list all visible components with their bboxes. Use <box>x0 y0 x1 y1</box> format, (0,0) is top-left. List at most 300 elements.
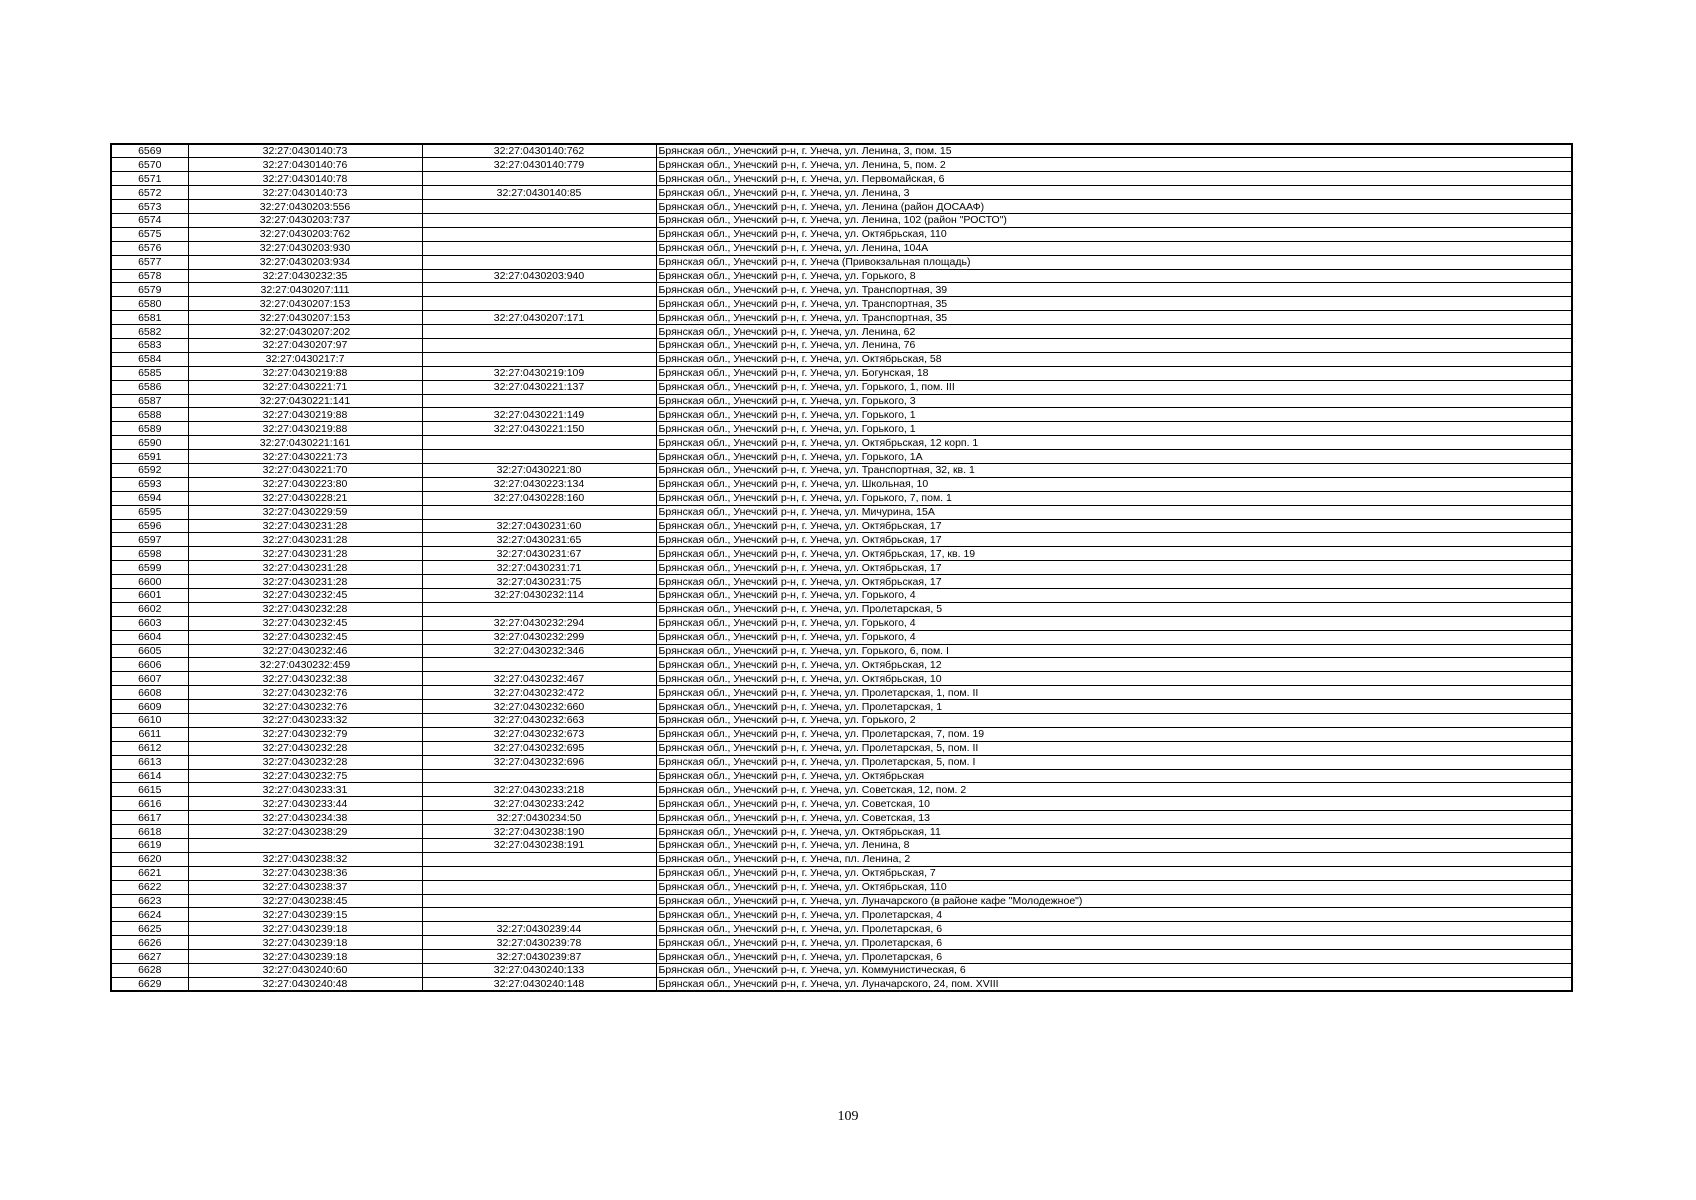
table-row <box>111 491 1572 505</box>
object-cadastral-number-cell: 32:27:0430232:467 <box>422 672 656 686</box>
table-row <box>111 352 1572 366</box>
row-number-cell: 6624 <box>111 908 188 922</box>
row-number-cell: 6578 <box>111 269 188 283</box>
table-row <box>111 408 1572 422</box>
object-cadastral-number-cell <box>422 880 656 894</box>
row-number-cell: 6629 <box>111 977 188 991</box>
row-number-cell: 6592 <box>111 463 188 477</box>
row-number-cell: 6607 <box>111 672 188 686</box>
address-cell: Брянская обл., Унечский р-н, г. Унеча, ул. Луначарского (в районе кафе "Молодежное") <box>656 894 1572 908</box>
land-cadastral-number-cell: 32:27:0430238:45 <box>188 894 422 908</box>
object-cadastral-number-cell: 32:27:0430232:673 <box>422 727 656 741</box>
land-cadastral-number-cell: 32:27:0430239:18 <box>188 922 422 936</box>
land-cadastral-number-cell: 32:27:0430232:75 <box>188 769 422 783</box>
object-cadastral-number-cell: 32:27:0430232:294 <box>422 616 656 630</box>
table-row <box>111 505 1572 519</box>
table-row <box>111 602 1572 616</box>
address-cell: Брянская обл., Унечский р-н, г. Унеча, ул. Пролетарская, 6 <box>656 922 1572 936</box>
table-row <box>111 477 1572 491</box>
page-number: 109 <box>837 1109 859 1124</box>
land-cadastral-number-cell: 32:27:0430231:28 <box>188 575 422 589</box>
object-cadastral-number-cell: 32:27:0430228:160 <box>422 491 656 505</box>
row-number-cell: 6587 <box>111 394 188 408</box>
row-number-cell: 6611 <box>111 727 188 741</box>
table-row <box>111 922 1572 936</box>
object-cadastral-number-cell <box>422 352 656 366</box>
row-number-cell: 6576 <box>111 241 188 255</box>
address-cell: Брянская обл., Унечский р-н, г. Унеча, ул. Горького, 8 <box>656 269 1572 283</box>
object-cadastral-number-cell: 32:27:0430140:762 <box>422 144 656 158</box>
object-cadastral-number-cell: 32:27:0430231:71 <box>422 561 656 575</box>
object-cadastral-number-cell <box>422 338 656 352</box>
land-cadastral-number-cell: 32:27:0430221:141 <box>188 394 422 408</box>
table-row <box>111 158 1572 172</box>
registry-table-body <box>111 144 1572 991</box>
address-cell: Брянская обл., Унечский р-н, г. Унеча, ул. Пролетарская, 4 <box>656 908 1572 922</box>
object-cadastral-number-cell <box>422 769 656 783</box>
row-number-cell: 6579 <box>111 283 188 297</box>
land-cadastral-number-cell: 32:27:0430221:161 <box>188 436 422 450</box>
address-cell: Брянская обл., Унечский р-н, г. Унеча, ул. Ленина, 62 <box>656 325 1572 339</box>
land-cadastral-number-cell: 32:27:0430239:18 <box>188 936 422 950</box>
land-cadastral-number-cell: 32:27:0430219:88 <box>188 408 422 422</box>
object-cadastral-number-cell: 32:27:0430231:60 <box>422 519 656 533</box>
object-cadastral-number-cell <box>422 908 656 922</box>
land-cadastral-number-cell: 32:27:0430203:556 <box>188 200 422 214</box>
table-row <box>111 977 1572 991</box>
table-row <box>111 630 1572 644</box>
table-row <box>111 575 1572 589</box>
address-cell: Брянская обл., Унечский р-н, г. Унеча, ул. Горького, 7, пом. 1 <box>656 491 1572 505</box>
land-cadastral-number-cell: 32:27:0430219:88 <box>188 422 422 436</box>
object-cadastral-number-cell: 32:27:0430207:171 <box>422 311 656 325</box>
land-cadastral-number-cell: 32:27:0430233:44 <box>188 797 422 811</box>
object-cadastral-number-cell: 32:27:0430232:299 <box>422 630 656 644</box>
address-cell: Брянская обл., Унечский р-н, г. Унеча, ул. Горького, 1 <box>656 422 1572 436</box>
object-cadastral-number-cell: 32:27:0430232:346 <box>422 644 656 658</box>
land-cadastral-number-cell <box>188 839 422 853</box>
land-cadastral-number-cell: 32:27:0430232:76 <box>188 686 422 700</box>
object-cadastral-number-cell: 32:27:0430232:696 <box>422 755 656 769</box>
address-cell: Брянская обл., Унечский р-н, г. Унеча, ул. Первомайская, 6 <box>656 172 1572 186</box>
table-row <box>111 394 1572 408</box>
address-cell: Брянская обл., Унечский р-н, г. Унеча, ул. Октябрьская, 17 <box>656 533 1572 547</box>
address-cell: Брянская обл., Унечский р-н, г. Унеча, ул. Пролетарская, 5, пом. II <box>656 741 1572 755</box>
row-number-cell: 6582 <box>111 325 188 339</box>
row-number-cell: 6625 <box>111 922 188 936</box>
table-row <box>111 755 1572 769</box>
object-cadastral-number-cell: 32:27:0430239:78 <box>422 936 656 950</box>
land-cadastral-number-cell: 32:27:0430203:930 <box>188 241 422 255</box>
table-row <box>111 172 1572 186</box>
address-cell: Брянская обл., Унечский р-н, г. Унеча, ул. Октябрьская, 17 <box>656 561 1572 575</box>
row-number-cell: 6627 <box>111 950 188 964</box>
land-cadastral-number-cell: 32:27:0430203:762 <box>188 227 422 241</box>
row-number-cell: 6598 <box>111 547 188 561</box>
row-number-cell: 6609 <box>111 700 188 714</box>
land-cadastral-number-cell: 32:27:0430239:18 <box>188 950 422 964</box>
row-number-cell: 6617 <box>111 811 188 825</box>
land-cadastral-number-cell: 32:27:0430140:78 <box>188 172 422 186</box>
row-number-cell: 6596 <box>111 519 188 533</box>
row-number-cell: 6601 <box>111 589 188 603</box>
address-cell: Брянская обл., Унечский р-н, г. Унеча, ул. Горького, 3 <box>656 394 1572 408</box>
table-row <box>111 561 1572 575</box>
object-cadastral-number-cell <box>422 602 656 616</box>
row-number-cell: 6595 <box>111 505 188 519</box>
table-row <box>111 964 1572 978</box>
registry-table <box>110 143 1573 992</box>
object-cadastral-number-cell: 32:27:0430233:242 <box>422 797 656 811</box>
table-row <box>111 144 1572 158</box>
land-cadastral-number-cell: 32:27:0430231:28 <box>188 519 422 533</box>
land-cadastral-number-cell: 32:27:0430232:28 <box>188 755 422 769</box>
object-cadastral-number-cell: 32:27:0430232:660 <box>422 700 656 714</box>
table-row <box>111 325 1572 339</box>
row-number-cell: 6594 <box>111 491 188 505</box>
row-number-cell: 6591 <box>111 450 188 464</box>
address-cell: Брянская обл., Унечский р-н, г. Унеча, ул. Ленина, 3 <box>656 186 1572 200</box>
row-number-cell: 6623 <box>111 894 188 908</box>
land-cadastral-number-cell: 32:27:0430231:28 <box>188 533 422 547</box>
object-cadastral-number-cell <box>422 866 656 880</box>
table-row <box>111 797 1572 811</box>
address-cell: Брянская обл., Унечский р-н, г. Унеча, ул. Пролетарская, 5, пом. I <box>656 755 1572 769</box>
land-cadastral-number-cell: 32:27:0430228:21 <box>188 491 422 505</box>
row-number-cell: 6602 <box>111 602 188 616</box>
row-number-cell: 6572 <box>111 186 188 200</box>
row-number-cell: 6620 <box>111 852 188 866</box>
address-cell: Брянская обл., Унечский р-н, г. Унеча, ул. Горького, 4 <box>656 630 1572 644</box>
row-number-cell: 6575 <box>111 227 188 241</box>
table-row <box>111 450 1572 464</box>
land-cadastral-number-cell: 32:27:0430232:45 <box>188 630 422 644</box>
object-cadastral-number-cell: 32:27:0430232:472 <box>422 686 656 700</box>
land-cadastral-number-cell: 32:27:0430221:71 <box>188 380 422 394</box>
object-cadastral-number-cell: 32:27:0430231:67 <box>422 547 656 561</box>
row-number-cell: 6618 <box>111 825 188 839</box>
land-cadastral-number-cell: 32:27:0430238:36 <box>188 866 422 880</box>
table-row <box>111 727 1572 741</box>
object-cadastral-number-cell <box>422 200 656 214</box>
address-cell: Брянская обл., Унечский р-н, г. Унеча, ул. Пролетарская, 6 <box>656 950 1572 964</box>
table-row <box>111 269 1572 283</box>
object-cadastral-number-cell: 32:27:0430231:75 <box>422 575 656 589</box>
row-number-cell: 6589 <box>111 422 188 436</box>
address-cell: Брянская обл., Унечский р-н, г. Унеча, ул. Октябрьская <box>656 769 1572 783</box>
row-number-cell: 6569 <box>111 144 188 158</box>
address-cell: Брянская обл., Унечский р-н, г. Унеча, пл. Ленина, 2 <box>656 852 1572 866</box>
land-cadastral-number-cell: 32:27:0430239:15 <box>188 908 422 922</box>
land-cadastral-number-cell: 32:27:0430232:38 <box>188 672 422 686</box>
land-cadastral-number-cell: 32:27:0430217:7 <box>188 352 422 366</box>
row-number-cell: 6605 <box>111 644 188 658</box>
object-cadastral-number-cell: 32:27:0430239:87 <box>422 950 656 964</box>
row-number-cell: 6604 <box>111 630 188 644</box>
address-cell: Брянская обл., Унечский р-н, г. Унеча, ул. Горького, 2 <box>656 714 1572 728</box>
table-row <box>111 547 1572 561</box>
row-number-cell: 6593 <box>111 477 188 491</box>
table-row <box>111 908 1572 922</box>
land-cadastral-number-cell: 32:27:0430232:46 <box>188 644 422 658</box>
land-cadastral-number-cell: 32:27:0430207:153 <box>188 297 422 311</box>
table-row <box>111 422 1572 436</box>
address-cell: Брянская обл., Унечский р-н, г. Унеча, ул. Транспортная, 32, кв. 1 <box>656 463 1572 477</box>
address-cell: Брянская обл., Унечский р-н, г. Унеча, ул. Октябрьская, 110 <box>656 880 1572 894</box>
table-row <box>111 283 1572 297</box>
table-row <box>111 950 1572 964</box>
object-cadastral-number-cell: 32:27:0430223:134 <box>422 477 656 491</box>
address-cell: Брянская обл., Унечский р-н, г. Унеча, ул. Ленина, 5, пом. 2 <box>656 158 1572 172</box>
object-cadastral-number-cell <box>422 241 656 255</box>
row-number-cell: 6584 <box>111 352 188 366</box>
address-cell: Брянская обл., Унечский р-н, г. Унеча, ул. Ленина, 8 <box>656 839 1572 853</box>
object-cadastral-number-cell <box>422 255 656 269</box>
land-cadastral-number-cell: 32:27:0430223:80 <box>188 477 422 491</box>
row-number-cell: 6570 <box>111 158 188 172</box>
land-cadastral-number-cell: 32:27:0430221:73 <box>188 450 422 464</box>
object-cadastral-number-cell <box>422 227 656 241</box>
row-number-cell: 6614 <box>111 769 188 783</box>
object-cadastral-number-cell <box>422 283 656 297</box>
object-cadastral-number-cell: 32:27:0430221:149 <box>422 408 656 422</box>
land-cadastral-number-cell: 32:27:0430203:737 <box>188 213 422 227</box>
address-cell: Брянская обл., Унечский р-н, г. Унеча, ул. Пролетарская, 1, пом. II <box>656 686 1572 700</box>
address-cell: Брянская обл., Унечский р-н, г. Унеча, ул. Октябрьская, 12 корп. 1 <box>656 436 1572 450</box>
address-cell: Брянская обл., Унечский р-н, г. Унеча, ул. Пролетарская, 7, пом. 19 <box>656 727 1572 741</box>
address-cell: Брянская обл., Унечский р-н, г. Унеча, ул. Горького, 1, пом. III <box>656 380 1572 394</box>
table-row <box>111 769 1572 783</box>
object-cadastral-number-cell: 32:27:0430221:137 <box>422 380 656 394</box>
row-number-cell: 6616 <box>111 797 188 811</box>
row-number-cell: 6608 <box>111 686 188 700</box>
address-cell: Брянская обл., Унечский р-н, г. Унеча, ул. Горького, 1А <box>656 450 1572 464</box>
table-row <box>111 533 1572 547</box>
row-number-cell: 6583 <box>111 338 188 352</box>
table-row <box>111 589 1572 603</box>
address-cell: Брянская обл., Унечский р-н, г. Унеча, ул. Ленина, 104А <box>656 241 1572 255</box>
land-cadastral-number-cell: 32:27:0430232:76 <box>188 700 422 714</box>
land-cadastral-number-cell: 32:27:0430231:28 <box>188 547 422 561</box>
address-cell: Брянская обл., Унечский р-н, г. Унеча, ул. Луначарского, 24, пом. XVIII <box>656 977 1572 991</box>
row-number-cell: 6599 <box>111 561 188 575</box>
land-cadastral-number-cell: 32:27:0430232:28 <box>188 602 422 616</box>
row-number-cell: 6612 <box>111 741 188 755</box>
address-cell: Брянская обл., Унечский р-н, г. Унеча, ул. Горького, 1 <box>656 408 1572 422</box>
row-number-cell: 6622 <box>111 880 188 894</box>
row-number-cell: 6588 <box>111 408 188 422</box>
address-cell: Брянская обл., Унечский р-н, г. Унеча, ул. Ленина, 102 (район "РОСТО") <box>656 213 1572 227</box>
address-cell: Брянская обл., Унечский р-н, г. Унеча, ул. Пролетарская, 6 <box>656 936 1572 950</box>
row-number-cell: 6585 <box>111 366 188 380</box>
object-cadastral-number-cell: 32:27:0430140:779 <box>422 158 656 172</box>
table-row <box>111 338 1572 352</box>
table-row <box>111 783 1572 797</box>
table-row <box>111 463 1572 477</box>
address-cell: Брянская обл., Унечский р-н, г. Унеча, ул. Октябрьская, 17 <box>656 575 1572 589</box>
row-number-cell: 6574 <box>111 213 188 227</box>
object-cadastral-number-cell: 32:27:0430203:940 <box>422 269 656 283</box>
row-number-cell: 6586 <box>111 380 188 394</box>
address-cell: Брянская обл., Унечский р-н, г. Унеча, ул. Школьная, 10 <box>656 477 1572 491</box>
table-row <box>111 519 1572 533</box>
land-cadastral-number-cell: 32:27:0430207:97 <box>188 338 422 352</box>
table-row <box>111 297 1572 311</box>
table-row <box>111 616 1572 630</box>
land-cadastral-number-cell: 32:27:0430232:28 <box>188 741 422 755</box>
row-number-cell: 6590 <box>111 436 188 450</box>
address-cell: Брянская обл., Унечский р-н, г. Унеча, ул. Ленина, 3, пом. 15 <box>656 144 1572 158</box>
address-cell: Брянская обл., Унечский р-н, г. Унеча, ул. Октябрьская, 7 <box>656 866 1572 880</box>
address-cell: Брянская обл., Унечский р-н, г. Унеча, ул. Транспортная, 35 <box>656 297 1572 311</box>
address-cell: Брянская обл., Унечский р-н, г. Унеча, ул. Ленина (район ДОСААФ) <box>656 200 1572 214</box>
land-cadastral-number-cell: 32:27:0430207:153 <box>188 311 422 325</box>
table-row <box>111 227 1572 241</box>
land-cadastral-number-cell: 32:27:0430229:59 <box>188 505 422 519</box>
table-row <box>111 852 1572 866</box>
object-cadastral-number-cell: 32:27:0430232:114 <box>422 589 656 603</box>
land-cadastral-number-cell: 32:27:0430240:48 <box>188 977 422 991</box>
object-cadastral-number-cell <box>422 297 656 311</box>
table-row <box>111 186 1572 200</box>
land-cadastral-number-cell: 32:27:0430232:79 <box>188 727 422 741</box>
object-cadastral-number-cell: 32:27:0430221:80 <box>422 463 656 477</box>
object-cadastral-number-cell <box>422 436 656 450</box>
address-cell: Брянская обл., Унечский р-н, г. Унеча, ул. Октябрьская, 110 <box>656 227 1572 241</box>
address-cell: Брянская обл., Унечский р-н, г. Унеча, ул. Ленина, 76 <box>656 338 1572 352</box>
land-cadastral-number-cell: 32:27:0430221:70 <box>188 463 422 477</box>
land-cadastral-number-cell: 32:27:0430232:45 <box>188 589 422 603</box>
table-row <box>111 741 1572 755</box>
object-cadastral-number-cell <box>422 658 656 672</box>
address-cell: Брянская обл., Унечский р-н, г. Унеча, ул. Пролетарская, 5 <box>656 602 1572 616</box>
address-cell: Брянская обл., Унечский р-н, г. Унеча, ул. Пролетарская, 1 <box>656 700 1572 714</box>
object-cadastral-number-cell: 32:27:0430239:44 <box>422 922 656 936</box>
address-cell: Брянская обл., Унечский р-н, г. Унеча, ул. Советская, 13 <box>656 811 1572 825</box>
table-row <box>111 686 1572 700</box>
land-cadastral-number-cell: 32:27:0430232:45 <box>188 616 422 630</box>
address-cell: Брянская обл., Унечский р-н, г. Унеча, ул. Транспортная, 35 <box>656 311 1572 325</box>
row-number-cell: 6571 <box>111 172 188 186</box>
address-cell: Брянская обл., Унечский р-н, г. Унеча, ул. Октябрьская, 17 <box>656 519 1572 533</box>
address-cell: Брянская обл., Унечский р-н, г. Унеча, ул. Октябрьская, 12 <box>656 658 1572 672</box>
row-number-cell: 6603 <box>111 616 188 630</box>
land-cadastral-number-cell: 32:27:0430232:35 <box>188 269 422 283</box>
land-cadastral-number-cell: 32:27:0430231:28 <box>188 561 422 575</box>
row-number-cell: 6577 <box>111 255 188 269</box>
table-row <box>111 436 1572 450</box>
address-cell: Брянская обл., Унечский р-н, г. Унеча, ул. Горького, 6, пом. I <box>656 644 1572 658</box>
land-cadastral-number-cell: 32:27:0430232:459 <box>188 658 422 672</box>
row-number-cell: 6613 <box>111 755 188 769</box>
row-number-cell: 6615 <box>111 783 188 797</box>
object-cadastral-number-cell: 32:27:0430240:148 <box>422 977 656 991</box>
object-cadastral-number-cell: 32:27:0430238:191 <box>422 839 656 853</box>
table-row <box>111 200 1572 214</box>
table-row <box>111 811 1572 825</box>
row-number-cell: 6621 <box>111 866 188 880</box>
table-row <box>111 700 1572 714</box>
row-number-cell: 6626 <box>111 936 188 950</box>
object-cadastral-number-cell: 32:27:0430234:50 <box>422 811 656 825</box>
object-cadastral-number-cell <box>422 213 656 227</box>
land-cadastral-number-cell: 32:27:0430219:88 <box>188 366 422 380</box>
table-row <box>111 825 1572 839</box>
object-cadastral-number-cell: 32:27:0430231:65 <box>422 533 656 547</box>
row-number-cell: 6580 <box>111 297 188 311</box>
row-number-cell: 6600 <box>111 575 188 589</box>
land-cadastral-number-cell: 32:27:0430140:73 <box>188 186 422 200</box>
object-cadastral-number-cell: 32:27:0430233:218 <box>422 783 656 797</box>
table-row <box>111 880 1572 894</box>
address-cell: Брянская обл., Унечский р-н, г. Унеча, ул. Октябрьская, 11 <box>656 825 1572 839</box>
row-number-cell: 6597 <box>111 533 188 547</box>
object-cadastral-number-cell <box>422 450 656 464</box>
object-cadastral-number-cell <box>422 325 656 339</box>
table-row <box>111 255 1572 269</box>
row-number-cell: 6619 <box>111 839 188 853</box>
row-number-cell: 6581 <box>111 311 188 325</box>
address-cell: Брянская обл., Унечский р-н, г. Унеча, ул. Октябрьская, 10 <box>656 672 1572 686</box>
object-cadastral-number-cell <box>422 894 656 908</box>
object-cadastral-number-cell: 32:27:0430240:133 <box>422 964 656 978</box>
table-row <box>111 366 1572 380</box>
address-cell: Брянская обл., Унечский р-н, г. Унеча, ул. Транспортная, 39 <box>656 283 1572 297</box>
land-cadastral-number-cell: 32:27:0430207:111 <box>188 283 422 297</box>
object-cadastral-number-cell <box>422 172 656 186</box>
table-row <box>111 241 1572 255</box>
table-row <box>111 380 1572 394</box>
table-row <box>111 213 1572 227</box>
land-cadastral-number-cell: 32:27:0430238:32 <box>188 852 422 866</box>
address-cell: Брянская обл., Унечский р-н, г. Унеча (Привокзальная площадь) <box>656 255 1572 269</box>
address-cell: Брянская обл., Унечский р-н, г. Унеча, ул. Мичурина, 15А <box>656 505 1572 519</box>
address-cell: Брянская обл., Унечский р-н, г. Унеча, ул. Октябрьская, 58 <box>656 352 1572 366</box>
object-cadastral-number-cell <box>422 505 656 519</box>
land-cadastral-number-cell: 32:27:0430207:202 <box>188 325 422 339</box>
object-cadastral-number-cell: 32:27:0430221:150 <box>422 422 656 436</box>
row-number-cell: 6606 <box>111 658 188 672</box>
object-cadastral-number-cell: 32:27:0430140:85 <box>422 186 656 200</box>
row-number-cell: 6573 <box>111 200 188 214</box>
land-cadastral-number-cell: 32:27:0430238:29 <box>188 825 422 839</box>
land-cadastral-number-cell: 32:27:0430140:76 <box>188 158 422 172</box>
table-row <box>111 894 1572 908</box>
land-cadastral-number-cell: 32:27:0430203:934 <box>188 255 422 269</box>
table-row <box>111 658 1572 672</box>
object-cadastral-number-cell <box>422 394 656 408</box>
object-cadastral-number-cell: 32:27:0430232:695 <box>422 741 656 755</box>
object-cadastral-number-cell: 32:27:0430232:663 <box>422 714 656 728</box>
table-row <box>111 936 1572 950</box>
table-row <box>111 839 1572 853</box>
table-row <box>111 644 1572 658</box>
address-cell: Брянская обл., Унечский р-н, г. Унеча, ул. Октябрьская, 17, кв. 19 <box>656 547 1572 561</box>
table-row <box>111 866 1572 880</box>
land-cadastral-number-cell: 32:27:0430240:60 <box>188 964 422 978</box>
land-cadastral-number-cell: 32:27:0430238:37 <box>188 880 422 894</box>
address-cell: Брянская обл., Унечский р-н, г. Унеча, ул. Богунская, 18 <box>656 366 1572 380</box>
object-cadastral-number-cell: 32:27:0430238:190 <box>422 825 656 839</box>
address-cell: Брянская обл., Унечский р-н, г. Унеча, ул. Коммунистическая, 6 <box>656 964 1572 978</box>
table-row <box>111 311 1572 325</box>
row-number-cell: 6610 <box>111 714 188 728</box>
address-cell: Брянская обл., Унечский р-н, г. Унеча, ул. Советская, 12, пом. 2 <box>656 783 1572 797</box>
address-cell: Брянская обл., Унечский р-н, г. Унеча, ул. Советская, 10 <box>656 797 1572 811</box>
land-cadastral-number-cell: 32:27:0430140:73 <box>188 144 422 158</box>
land-cadastral-number-cell: 32:27:0430233:31 <box>188 783 422 797</box>
object-cadastral-number-cell <box>422 852 656 866</box>
